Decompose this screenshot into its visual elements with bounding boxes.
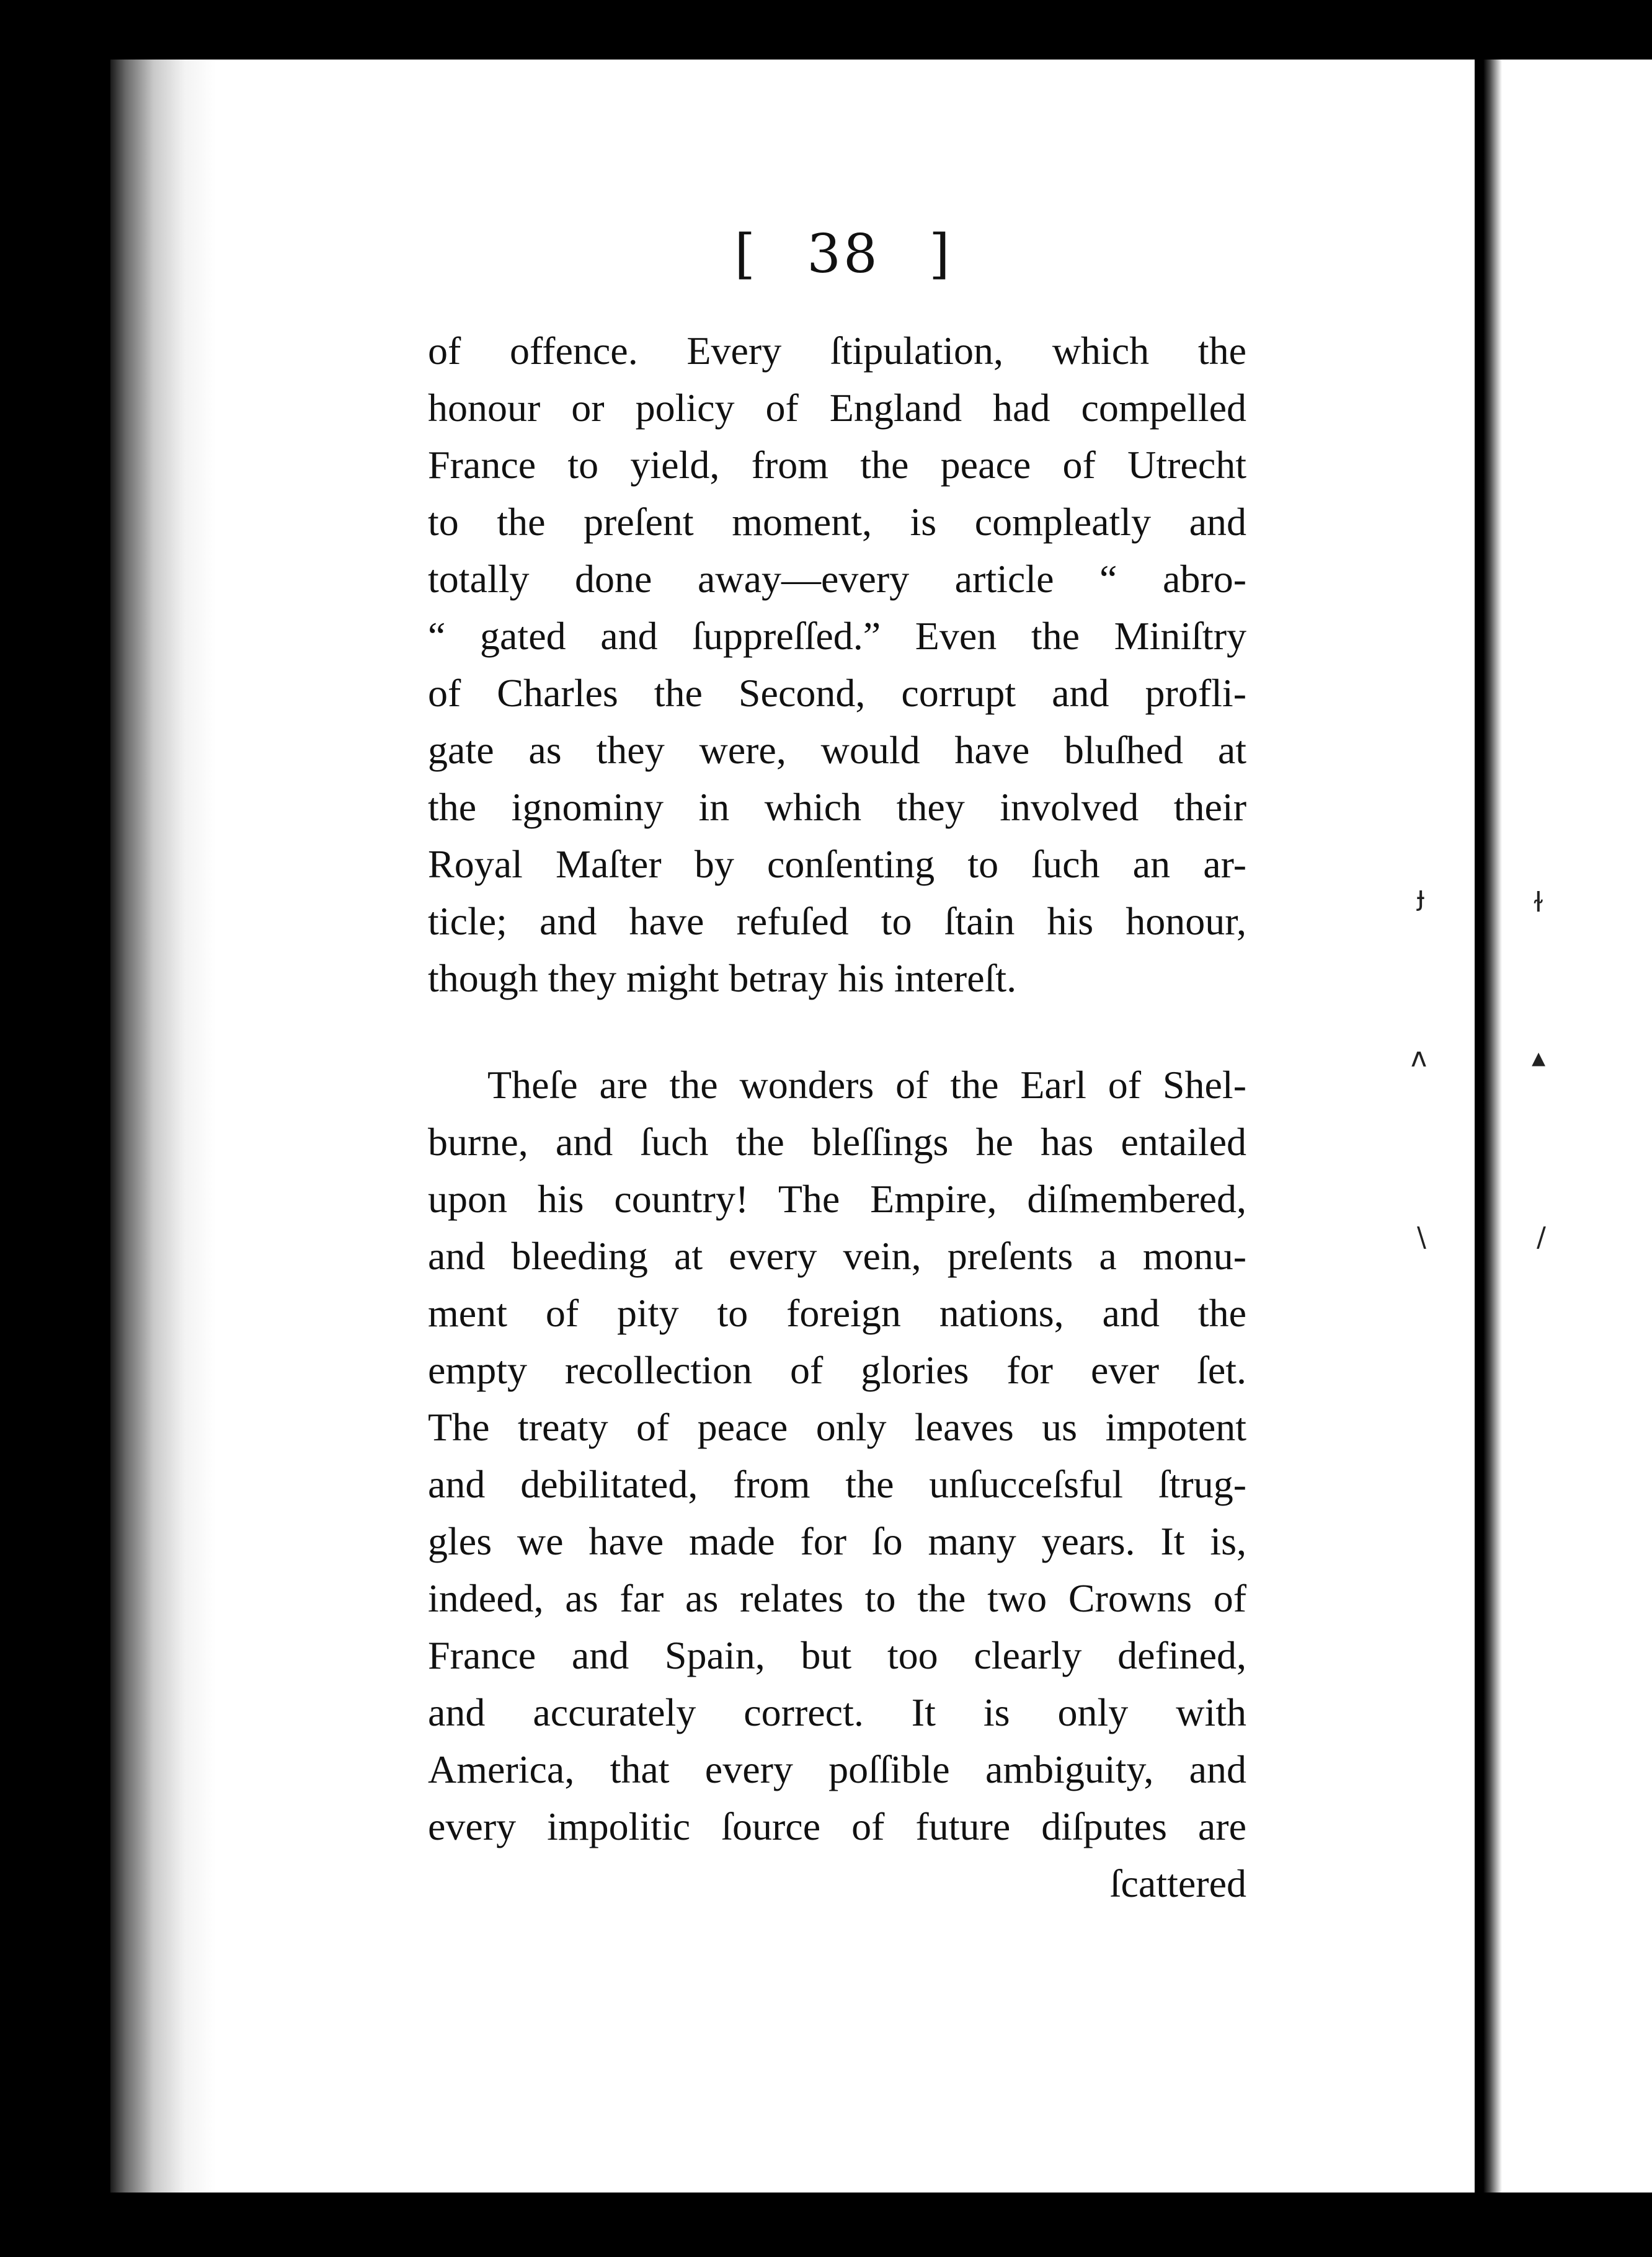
text-line: and bleeding at every vein, preſents a monu- — [428, 1234, 1246, 1278]
text-line: Royal Maſter by conſenting to ſuch an ar- — [428, 842, 1246, 886]
close-bracket: ] — [929, 223, 953, 285]
facing-page-shadow — [1483, 60, 1502, 2193]
text-line: every impolitic ſource of future diſputes are — [428, 1804, 1246, 1848]
text-line: of Charles the Second, corrupt and profli- — [428, 671, 1246, 715]
page-number: 38 — [807, 223, 880, 285]
text-line: the ignominy in which they involved their — [428, 785, 1246, 829]
show-through-mark: ɟ — [1417, 880, 1425, 912]
text-line: and accurately correct. It is only with — [428, 1690, 1246, 1734]
paragraph-2 — [428, 1057, 1246, 1855]
show-through-mark: \ — [1417, 1222, 1426, 1253]
text-line: totally done away—every article “ abro- — [428, 557, 1246, 601]
text-line: though they might betray his intereſt. — [428, 956, 1017, 1000]
text-line: France and Spain, but too clearly defined, — [428, 1633, 1246, 1677]
text-line: gles we have made for ſo many years. It is, — [428, 1519, 1246, 1563]
text-line: of offence. Every ſtipulation, which the — [428, 329, 1246, 373]
text-line: and debilitated, from the unſucceſsful ſtrug- — [428, 1462, 1246, 1506]
text-line: to the preſent moment, is compleatly and — [428, 500, 1246, 544]
facing-page-edge — [1483, 60, 1652, 2193]
text-line: indeed, as far as relates to the two Crowns of — [428, 1576, 1246, 1620]
open-bracket: [ — [734, 223, 758, 285]
show-through-mark: ɫ — [1533, 887, 1544, 918]
gutter-shadow — [110, 60, 216, 2193]
text-line: The treaty of peace only leaves us impotent — [428, 1405, 1246, 1449]
catchword: ſcattered — [1109, 1861, 1246, 1905]
text-line: America, that every poſſible ambiguity, and — [428, 1747, 1246, 1791]
show-through-mark: ᴧ — [1411, 1042, 1428, 1073]
text-line: ment of pity to foreign nations, and the — [428, 1291, 1246, 1335]
body-text — [428, 322, 1246, 1912]
text-line: “ gated and ſuppreſſed.” Even the Miniſtry — [428, 614, 1246, 658]
text-line: Theſe are the wonders of the Earl of Shel- — [487, 1063, 1246, 1107]
text-line: honour or policy of England had compelled — [428, 386, 1246, 430]
paragraph-1 — [428, 322, 1246, 1007]
text-line: burne, and ſuch the bleſſings he has entailed — [428, 1120, 1246, 1164]
show-through-mark: / — [1537, 1222, 1546, 1253]
paragraph-gap — [428, 1007, 1246, 1057]
text-line: empty recollection of glories for ever ſet. — [428, 1348, 1246, 1392]
running-head — [670, 223, 1017, 285]
show-through-mark: ▴ — [1532, 1042, 1546, 1073]
text-line: gate as they were, would have bluſhed at — [428, 728, 1246, 772]
text-line: France to yield, from the peace of Utrecht — [428, 443, 1246, 487]
text-line: upon his country! The Empire, diſmembered, — [428, 1177, 1246, 1221]
text-line: ticle; and have refuſed to ſtain his honour, — [428, 899, 1246, 943]
